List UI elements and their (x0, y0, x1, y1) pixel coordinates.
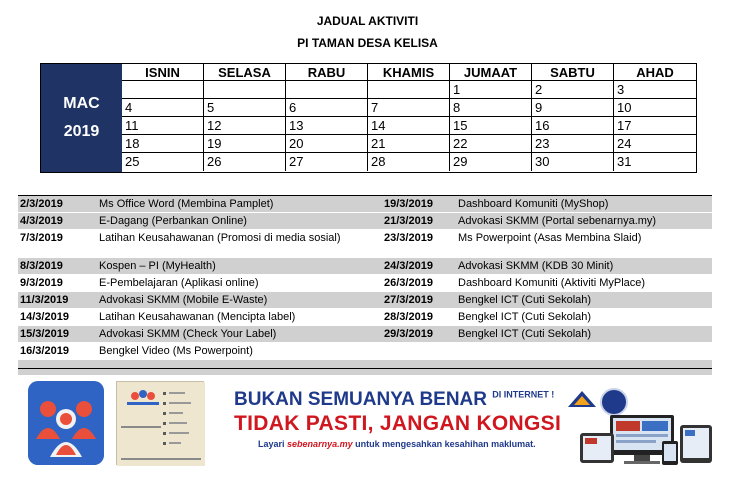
schedule-activity-left: Ms Office Word (Membina Pamplet) (99, 198, 274, 210)
calendar-day-cell: 24 (614, 135, 696, 153)
calendar-grid (122, 64, 696, 172)
schedule-date-right: 24/3/2019 (384, 260, 433, 272)
schedule-date-left: 7/3/2019 (20, 232, 63, 244)
calendar-day-cell: 9 (532, 99, 614, 117)
day-header-isnin: ISNIN (122, 64, 204, 81)
schedule-date-left: 9/3/2019 (20, 277, 63, 289)
calendar-day-cell: 23 (532, 135, 614, 153)
schedule-date-right: 29/3/2019 (384, 328, 433, 340)
calendar-day-cell: 31 (617, 154, 632, 169)
banner-tagline-post: untuk mengesahkan kesahihan maklumat. (355, 439, 536, 449)
ministry-seal-icon (600, 388, 628, 416)
calendar-day-cell (286, 81, 368, 99)
banner-tagline-site: sebenarnya.my (287, 439, 353, 449)
schedule-row (18, 258, 712, 274)
schedule-row (18, 343, 712, 359)
calendar-day-cell: 30 (532, 153, 614, 171)
calendar-month: MAC (63, 95, 100, 112)
calendar-day-cell: 25 (122, 153, 204, 171)
calendar-day-cell: 17 (614, 117, 696, 135)
schedule-activity-right: Advokasi SKMM (Portal sebenarnya.my) (458, 215, 657, 227)
calendar-day-cell: 21 (368, 135, 450, 153)
devices-icon (580, 415, 712, 465)
schedule-activity-right: Dashboard Komuniti (MyShop) (458, 198, 609, 210)
schedule-activity-left: E-Dagang (Perbankan Online) (99, 215, 247, 227)
calendar-day-cell: 13 (286, 117, 368, 135)
people-icon (28, 381, 104, 465)
calendar (40, 63, 697, 173)
calendar-day-cell (368, 81, 450, 99)
banner-headline-text: BUKAN SEMUANYA BENAR (234, 389, 488, 410)
schedule-date-left: 15/3/2019 (20, 328, 69, 340)
calendar-day-cell: 26 (204, 153, 286, 171)
schedule-date-right: 28/3/2019 (384, 311, 433, 323)
schedule-date-left: 14/3/2019 (20, 311, 69, 323)
schedule-activity-right: Bengkel ICT (Cuti Sekolah) (458, 328, 592, 340)
calendar-day-cell: 7 (368, 99, 450, 117)
schedule-activity-left: Bengkel Video (Ms Powerpoint) (99, 345, 253, 357)
calendar-day-cell: 15 (450, 117, 532, 135)
banner-tagline (258, 439, 536, 449)
calendar-day-cell: 4 (122, 99, 204, 117)
schedule-activity-left: Latihan Keusahawanan (Mencipta label) (99, 311, 296, 323)
schedule-date-left: 11/3/2019 (20, 294, 69, 306)
schedule-date-left: 2/3/2019 (20, 198, 63, 210)
calendar-month-label (41, 64, 122, 172)
schedule-date-left: 4/3/2019 (20, 215, 63, 227)
schedule-date-left: 16/3/2019 (20, 345, 69, 357)
schedule-date-right: 19/3/2019 (384, 198, 433, 210)
calendar-day-cell: 10 (614, 99, 696, 117)
day-header-ahad: AHAD (614, 64, 696, 81)
schedule-activity-right: Dashboard Komuniti (Aktiviti MyPlace) (458, 277, 646, 289)
calendar-day-cell: 8 (450, 99, 532, 117)
schedule-date-right: 27/3/2019 (384, 294, 433, 306)
schedule-row (18, 309, 712, 325)
schedule-activity-left: E-Pembelajaran (Aplikasi online) (99, 277, 259, 289)
banner-headline (234, 389, 554, 411)
calendar-day-cell: 18 (122, 135, 204, 153)
schedule-row (18, 275, 712, 291)
schedule-date-right: 26/3/2019 (384, 277, 433, 289)
calendar-day-cell: 2 (532, 81, 614, 99)
calendar-day-cell: 12 (204, 117, 286, 135)
calendar-day-cell (122, 81, 204, 99)
calendar-day-cell: 5 (204, 99, 286, 117)
app-icon (28, 381, 104, 465)
awareness-banner (228, 381, 714, 467)
schedule-bottom-rule (18, 368, 712, 369)
schedule-row (18, 326, 712, 342)
day-header-rabu: RABU (286, 64, 368, 81)
calendar-day-cell (204, 81, 286, 99)
calendar-day-cell: 1 (450, 81, 532, 99)
calendar-day-cell: 28 (368, 153, 450, 171)
schedule-row (18, 196, 712, 212)
schedule-activity-left: Kospen – PI (MyHealth) (99, 260, 216, 272)
schedule-activity-right: Bengkel ICT (Cuti Sekolah) (458, 294, 592, 306)
page-title: JADUAL AKTIVITI (316, 14, 419, 28)
day-header-khamis: KHAMIS (368, 64, 450, 81)
schedule-row (18, 213, 712, 229)
schedule-activity-right: Bengkel ICT (Cuti Sekolah) (458, 311, 592, 323)
schedule-activity-left: Latihan Keusahawanan (Promosi di media sosial) (99, 232, 341, 244)
day-header-sabtu: SABTU (532, 64, 614, 81)
calendar-day-cell: 22 (450, 135, 532, 153)
calendar-day-cell: 14 (368, 117, 450, 135)
mcmc-logo-icon (568, 391, 596, 413)
schedule-row (18, 292, 712, 308)
calendar-day-cell: 16 (532, 117, 614, 135)
calendar-day-cell: 20 (286, 135, 368, 153)
schedule-activity-left: Advokasi SKMM (Check Your Label) (99, 328, 277, 340)
calendar-day-cell: 11 (122, 117, 204, 135)
day-header-jumaat: JUMAAT (450, 64, 532, 81)
schedule-row (18, 230, 712, 257)
calendar-day-cell: 27 (286, 153, 368, 171)
schedule-date-right: 21/3/2019 (384, 215, 433, 227)
app-screenshot (116, 381, 204, 465)
day-header-selasa: SELASA (204, 64, 286, 81)
banner-tagline-pre: Layari (258, 439, 285, 449)
calendar-year: 2019 (63, 123, 100, 140)
schedule-date-right: 23/3/2019 (384, 232, 433, 244)
banner-slogan: TIDAK PASTI, JANGAN KONGSI (234, 412, 562, 435)
schedule-activity-right: Advokasi SKMM (KDB 30 Minit) (458, 260, 614, 272)
page-subtitle: PI TAMAN DESA KELISA (297, 36, 438, 50)
calendar-day-cell: 29 (450, 153, 532, 171)
banner-headline-suffix: DI INTERNET ! (492, 389, 555, 400)
calendar-day-cell: 3 (614, 81, 696, 99)
app-screenshot-icon (117, 382, 205, 466)
calendar-day-cell: 19 (204, 135, 286, 153)
schedule-date-left: 8/3/2019 (20, 260, 63, 272)
calendar-day-cell: 6 (286, 99, 368, 117)
schedule-activity-right: Ms Powerpoint (Asas Membina Slaid) (458, 232, 642, 244)
schedule-activity-left: Advokasi SKMM (Mobile E-Waste) (99, 294, 268, 306)
